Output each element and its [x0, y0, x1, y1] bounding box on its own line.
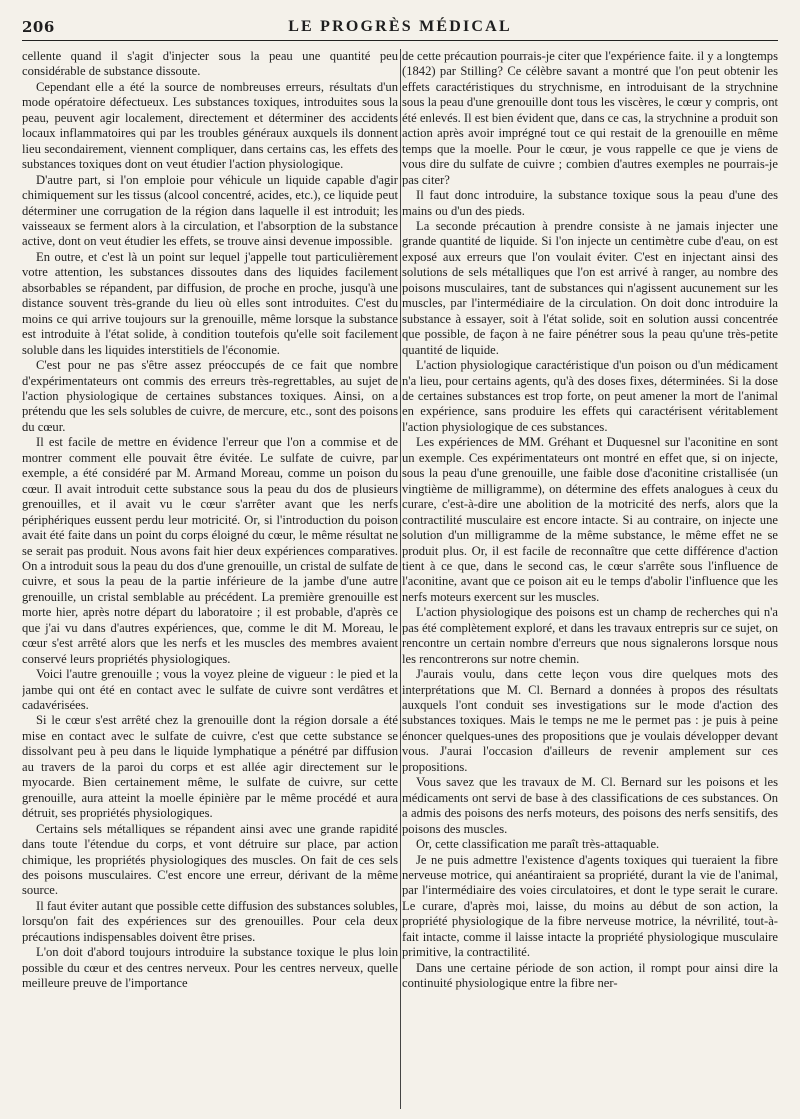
- paragraph: Or, cette classification me paraît très-attaquable.: [416, 837, 660, 852]
- paragraph: Je ne puis admettre l'existence d'agents toxiques qui tueraient la fibre nerveuse motrice, qui anéantiraient sa propriété, durant la vie de l'animal, par l'intermédiaire des voies circulatoires, et dont le type serait le curare. Le curare, d'après moi, laisse, du moins au début de son action, la propriété physiologique de la fibre nerveuse motrice, la névrilité, tout-à-fait intacte, comme il laisse intacte la propriété physiologique musculaire primitive, la contractilité.: [402, 852, 778, 960]
- paragraph: D'autre part, si l'on emploie pour véhicule un liquide capable d'agir chimiquement sur les tissus (alcool concentré, acides, etc.), ce liquide peut déterminer une corrugation de la région dans laquelle il est introduit; les vaisseaux se ferment alors à la circulation, et l'absorption de la substance active, dont on veut étudier les effets, se trouve ainsi devenue impossible.: [22, 172, 398, 249]
- paragraph: Si le cœur s'est arrêté chez la grenouille dont la région dorsale a été mise en contact avec le sulfate de cuivre, c'est que cette substance se dissolvant peu à peu dans le liquide lymphatique a pénétré par diffusion au travers de la paroi du corps et est allée agir directement sur le myocarde. Bien certainement même, le sulfate de cuivre, sur cette grenouille, aura atteint la moelle épinière par le même procédé et aura détruit, ses propriétés physiologiques.: [22, 713, 398, 821]
- paragraph: L'action physiologique caractéristique d'un poison ou d'un médicament n'a lieu, pour certains agents, qu'à des doses fixes, déterminées. Si la dose de certaines substances est trop forte, on peut amener la mort de l'animal en expérience, sans produire les effets qui caractérisent véritablement l'action physiologique de ces substances.: [402, 358, 778, 434]
- paragraph: J'aurais voulu, dans cette leçon vous dire quelques mots des interprétations que M. Cl. Bernard a données à propos des résultats auxquels l'ont conduit ses investigations sur le mode d'action des substances toxiques. Mais le temps ne me le permet pas : je puis à peine énoncer quelques-unes des propositions que je voulais développer devant vous. J'aurai l'occasion d'ailleurs de revenir amplement sur ces propositions.: [402, 667, 778, 774]
- paragraph: En outre, et c'est là un point sur lequel j'appelle tout particulièrement votre attention, les substances dissoutes dans des liquides facilement absorbables se répandent, par diffusion, de proche en proche, jusqu'à une distance souvent très-grande du lieu où elles sont introduites. C'est du moins ce qui arrive toujours sur la grenouille, même lorsque la substance est introduite à l'état solide, à condition toutefois qu'elle soit facilement soluble dans les liquides interstitiels de l'économie.: [22, 249, 398, 357]
- paragraph: Vous savez que les travaux de M. Cl. Bernard sur les poisons et les médicaments ont servi de base à des classifications de ces substances. On a admis des poisons des nerfs moteurs, des poisons des nerfs sensitifs, des poisons des muscles.: [402, 775, 778, 836]
- running-header: [22, 14, 778, 41]
- two-column-body: [22, 49, 778, 1109]
- paragraph: Il faut éviter autant que possible cette diffusion des substances solubles, lorsqu'on fait des expériences sur des grenouilles. Pour cela deux précautions indispensables doivent être prises.: [22, 898, 398, 944]
- left-column: [22, 49, 398, 1109]
- paragraph: Il est facile de mettre en évidence l'erreur que l'on a commise et de montrer comment elle pouvait être évitée. Le sulfate de cuivre, par exemple, a été considéré par M. Armand Moreau, comme un poison du cœur. Il avait introduit cette substance sous la peau du dos de plusieurs grenouilles, et il avait vu le cœur s'arrêter avant que les nerfs périphériques eussent perdu leur motricité. Or, si l'introduction du poison avait été faite dans un point du corps éloigné du cœur, le même résultat ne se serait pas produit. Nous avons fait hier deux expériences comparatives. On a introduit sous la peau du dos d'une grenouille, un cristal de sulfate de cuivre, et sous la peau de la partie inférieure de la jambe d'une autre grenouille, un cristal semblable au précédent. La première grenouille est morte hier, après notre départ du laboratoire ; il est probable, d'après ce que j'ai vu dans d'autres expériences, que, comme le dit M. Moreau, le cœur s'est arrêté alors que les nerfs et les muscles des membres avaient conservé leurs propriétés physiologiques.: [22, 435, 398, 666]
- paragraph: C'est pour ne pas s'être assez préoccupés de ce fait que nombre d'expérimentateurs ont commis des erreurs très-regrettables, au sujet de l'action physiologique de certaines substances toxiques. Ainsi, on a prétendu que les sels solubles de cuivre, de mercure, etc., sont des poisons du cœur.: [22, 358, 398, 434]
- column-rule: [400, 49, 401, 1109]
- paragraph: Cependant elle a été la source de nombreuses erreurs, résultats d'un mode opératoire défectueux. Les substances toxiques, introduites sous la peau, peuvent agir localement, directement et déterminer des accidents locaux inflammatoires qui par les troubles généraux auxquels ils donnent lieu secondairement, viennent compliquer, dans certains cas, les effets des substances toxiques dont on veut étudier l'action physiologique.: [22, 79, 398, 172]
- right-column: [402, 49, 778, 1109]
- paragraph: cellente quand il s'agit d'injecter sous la peau une quantité peu considérable de substance dissoute.: [22, 49, 398, 79]
- paragraph: Les expériences de MM. Gréhant et Duquesnel sur l'aconitine en sont un exemple. Ces expérimentateurs ont montré en effet que, si on injecte, sous la peau d'une grenouille, une faible dose d'aconitine cristallisée (un vingtième de milligramme), on détermine des effets analogues à ceux du curare, c'est-à-dire une abolition de la motricité des nerfs, alors que la contractilité musculaire est encore intacte. Si au contraire, on injecte une solution d'un milligramme de la même substance, le même effet ne se produit plus. Or, il est facile de reconnaître que cette différence d'action tient à ce que, dans le second cas, le cœur s'arrête sous l'influence de l'aconitine, avant que ce poison ait eu le temps d'abolir l'influence que les nerfs moteurs exercent sur les muscles.: [402, 435, 778, 604]
- paragraph: La seconde précaution à prendre consiste à ne jamais injecter une grande quantité de liquide. Si l'on injecte un centimètre cube d'eau, on est exposé aux erreurs que l'on voulait éviter. C'est en injectant ainsi des solutions de sels métalliques que l'on est arrivé à ranger, au nombre des poisons musculaires, tant de substances qui n'agissent aucunement sur les muscles, par l'intermédiaire de la circulation. On doit donc introduire la substance à essayer, soit à l'état solide, soit en solution aussi concentrée que possible, de façon à ne faire pénétrer sous la peau qu'une très-petite quantité de liquide.: [402, 218, 778, 357]
- paragraph: Voici l'autre grenouille ; vous la voyez pleine de vigueur : le pied et la jambe qui ont été en contact avec le sulfate de cuivre sont verdâtres et cadavérisées.: [22, 667, 398, 713]
- paragraph: L'on doit d'abord toujours introduire la substance toxique le plus loin possible du cœur et des centres nerveux. Pour les centres nerveux, quelle meilleure preuve de l'importance: [22, 945, 398, 991]
- journal-title: LE PROGRÈS MÉDICAL: [288, 18, 512, 35]
- paragraph: Dans une certaine période de son action, il rompt pour ainsi dire la continuité physiologique entre la fibre ner-: [402, 960, 778, 991]
- paragraph: Certains sels métalliques se répandent ainsi avec une grande rapidité dans toute l'étendue du corps, et vont détruire sur place, par action chimique, les propriétés physiologiques des muscles. On fait de ces sels des poisons musculaires. C'est encore une erreur, dérivant de la même source.: [22, 821, 398, 898]
- paragraph: Il faut donc introduire, la substance toxique sous la peau d'une des mains ou d'un des pieds.: [402, 188, 778, 218]
- page-number: 206: [22, 18, 55, 36]
- paragraph: L'action physiologique des poisons est un champ de recherches qui n'a pas été complètement exploré, et dans les travaux entrepris sur ce sujet, on rencontre un certain nombre d'erreurs que nous signalerons lorsque nous les rencontrerons sur notre chemin.: [402, 605, 778, 666]
- paragraph: de cette précaution pourrais-je citer que l'expérience faite. il y a longtemps (1842) par Stilling? Ce célèbre savant a montré que l'on peut obtenir les effets caractéristiques du strychnisme, en introduisant de la strychnine sous la peau d'une grenouille dont tous les viscères, le cœur y compris, ont été enlevés. Il est bien évident que, dans ce cas, la strychnine a produit son action après avoir imprégné tout ce qui restait de la grenouille en même temps que la moelle. Pour le cœur, je vous rappelle ce que je viens de vous dire du sulfate de cuivre ; combien d'autres exemples ne pourrais-je pas citer?: [402, 49, 778, 187]
